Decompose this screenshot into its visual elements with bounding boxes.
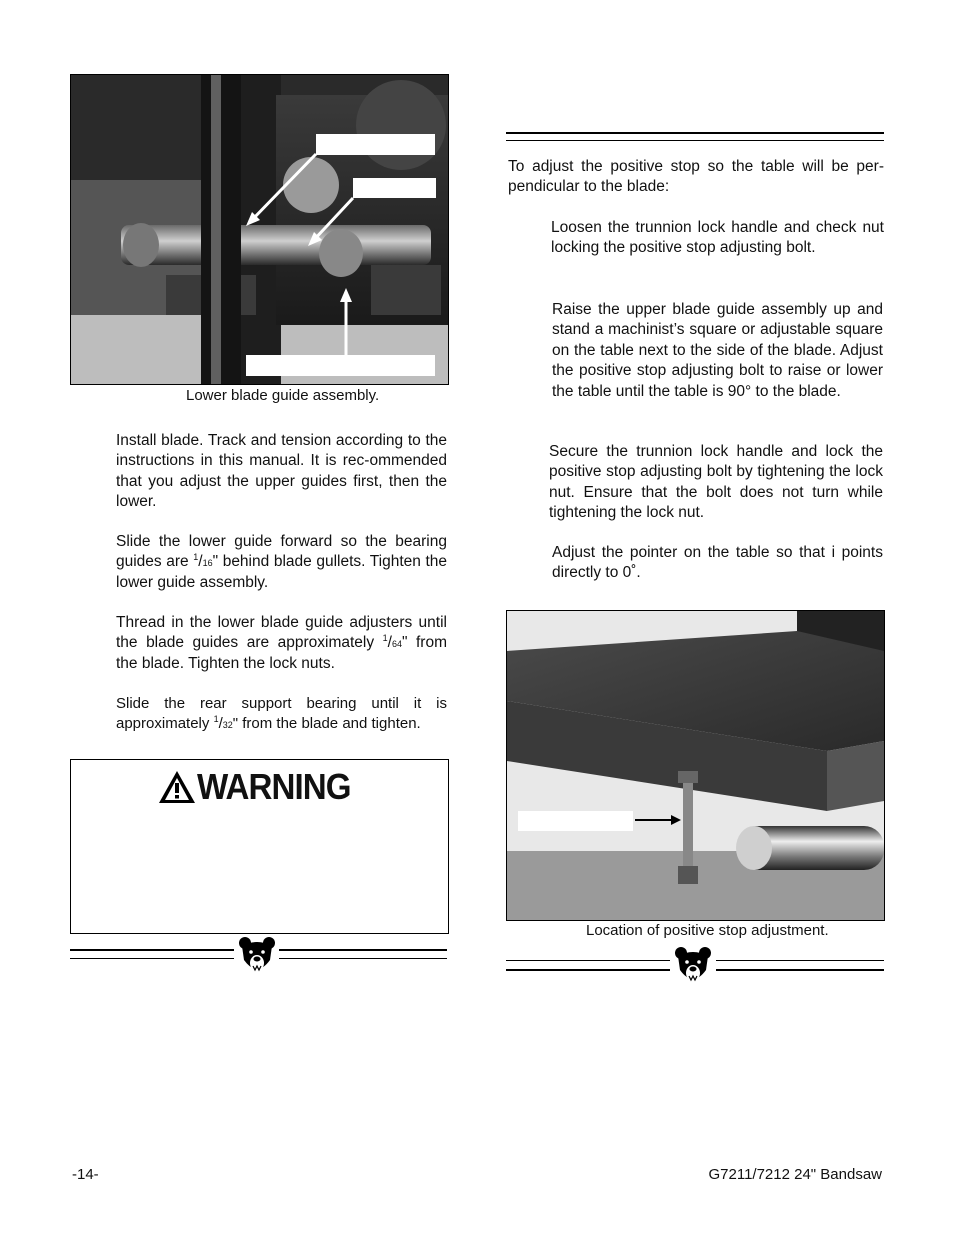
right-step-2-text: Raise the upper blade guide assembly up and stand a machinist’s square or adjustable square on the table next to the side of the blade. Adjust the positive stop adjusting bolt to raise or lower the table until the table is 90° to the blade. [552,301,883,400]
right-rule-top-left [506,960,670,961]
fraction-denominator: 64 [391,639,402,650]
step-3-text: Thread in the lower blade guide adjusters until the blade guides are approximately [116,614,447,652]
right-step-1-text: Loosen the trunnion lock handle and check nut locking the positive stop adjusting bolt. [551,219,884,257]
page-number: -14- [72,1166,99,1183]
right-step-3 [549,442,883,524]
right-step-4 [552,543,883,584]
warning-box [70,759,449,934]
step-4-text: Slide the rear support bearing until it is approximately [116,695,447,733]
callout-label-box [518,811,633,831]
fraction-numerator: 1 [382,633,388,644]
left-step-1-text: Install blade. Track and tension according to the instructions in this manual. It is rec-ommended that you adjust the upper guides first, then the lower. [116,432,447,511]
left-step-4 [116,694,447,735]
right-step-3-text: Secure the trunnion lock handle and lock the positive stop adjusting bolt by tightening the lock nut. Ensure that the bolt does not turn while tightening the lock nut. [549,443,883,522]
warning-triangle-icon [157,769,197,805]
step-2-text: Slide the lower guide forward so the bearing guides are [116,533,447,571]
right-step-4-text: Adjust the pointer on the table so that i points directly to 0˚. [552,544,883,582]
left-rule-top-left [70,949,234,951]
left-figure-caption: Lower blade guide assembly. [186,387,380,404]
left-rule-bottom-left [70,958,234,959]
positive-stop-photo [506,610,885,921]
right-step-1 [551,218,884,259]
footer-model: G7211/7212 24" Bandsaw [708,1166,882,1183]
warning-title: WARNING [197,766,351,807]
right-header-rule-top [506,132,884,134]
left-rule-top-right [279,949,447,951]
warning-header [157,766,364,808]
right-step-2 [552,300,883,402]
right-intro-text: To adjust the positive stop so the table will be per-pendicular to the blade: [508,158,884,196]
left-step-2-text: Slide the lower guide forward so the bearing guides are $^1$/16" behind blade gullets. Tighten the lower guide assembly. [116,533,448,591]
left-step-1 [116,431,447,513]
step-2-rest: " behind blade gullets. Tighten the lower guide assembly. [116,553,448,591]
left-step-4-text: Slide the rear support bearing until it is approximately $^1$/32" from the blade and tighten. [116,695,447,733]
right-header-rule-bottom [506,140,884,141]
callout-arrows [70,74,447,383]
left-step-3-text: Thread in the lower blade guide adjusters until the blade guides are approximately $^1$/64" from the blade. Tighten the lock nuts. [116,614,448,672]
right-figure-caption: Location of positive stop adjustment. [586,922,829,939]
left-step-2 [116,532,447,593]
fraction-numerator: 1 [213,714,219,725]
left-step-3 [116,613,447,674]
right-intro [508,157,884,198]
fraction-denominator: 32 [222,720,233,731]
right-rule-top-right [716,960,884,961]
right-rule-bottom-right [716,969,884,971]
callout-arrow [633,812,683,828]
right-rule-bottom-left [506,969,670,971]
bear-logo-icon [238,936,276,976]
step-3-rest: " from the blade. Tighten the lock nuts. [116,634,448,672]
fraction-denominator: 16 [202,558,213,569]
bear-logo-icon [674,946,712,986]
fraction-numerator: 1 [193,552,199,563]
step-4-rest: " from the blade and tighten. [232,715,421,733]
left-rule-bottom-right [279,958,447,959]
